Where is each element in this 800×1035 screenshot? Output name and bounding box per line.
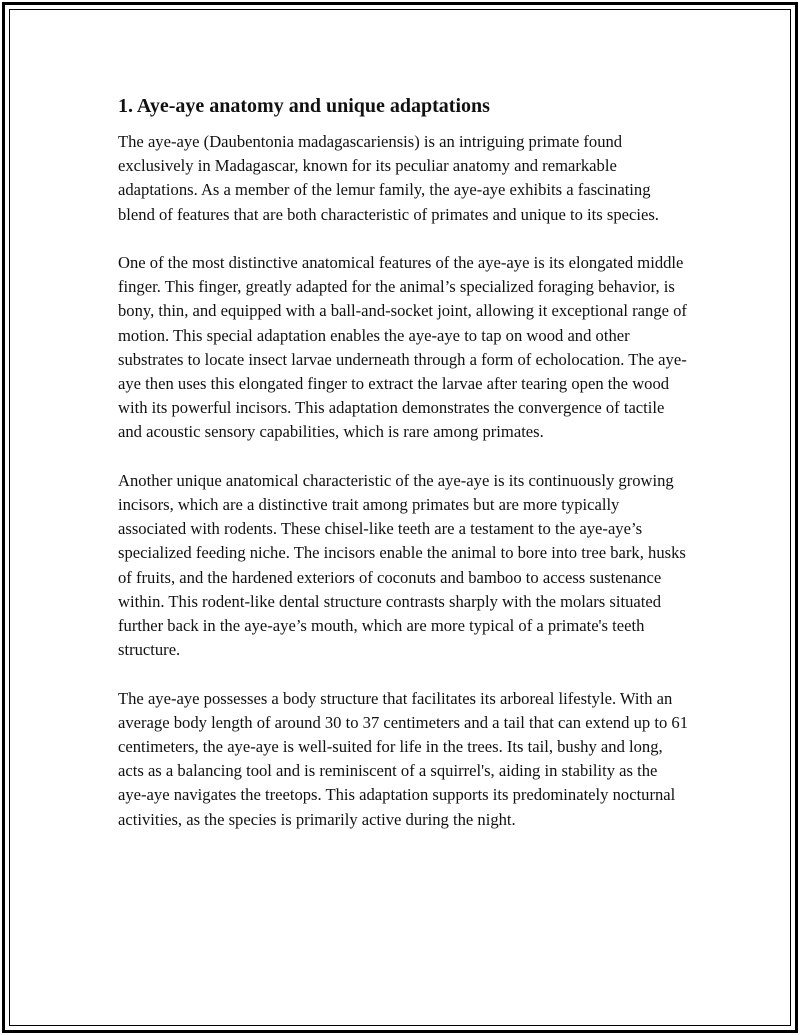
document-body [118,92,688,856]
section-heading: 1. Aye-aye anatomy and unique adaptations [118,95,490,117]
paragraph-intro: The aye-aye (Daubentonia madagascariensis) is an intriguing primate found exclusively in Madagascar, known for its peculiar anatomy and remarkable adaptations. As a member of the lemur family, the aye-aye exhibits a fascinating blend of features that are both characteristic of primates and unique to its species. [118,132,659,224]
paragraph-middle-finger: One of the most distinctive anatomical features of the aye-aye is its elongated middle finger. This finger, greatly adapted for the animal’s specialized foraging behavior, is bony, thin, and equipped with a ball-and-socket joint, allowing it exceptional range of motion. This special adaptation enables the aye-aye to tap on wood and other substrates to locate insect larvae underneath through a form of echolocation. The aye-aye then uses this elongated finger to extract the larvae after tearing open the wood with its powerful incisors. This adaptation demonstrates the convergence of tactile and acoustic sensory capabilities, which is rare among primates. [118,253,687,442]
paragraph-body-structure: The aye-aye possesses a body structure that facilitates its arboreal lifestyle. With an average body length of around 30 to 37 centimeters and a tail that can extend up to 61 centimeters, the aye-aye is well-suited for life in the trees. Its tail, bushy and long, acts as a balancing tool and is reminiscent of a squirrel's, aiding in stability as the aye-aye navigates the treetops. This adaptation supports its predominately nocturnal activities, as the species is primarily active during the night. [118,688,688,829]
paragraph-incisors: Another unique anatomical characteristic of the aye-aye is its continuously growing incisors, which are a distinctive trait among primates but are more typically associated with rodents. These chisel-like teeth are a testament to the aye-aye’s specialized feeding niche. The incisors enable the animal to bore into tree bark, husks of fruits, and the hardened exteriors of coconuts and bamboo to access sustenance within. This rodent-like dental structure contrasts sharply with the molars situated further back in the aye-aye’s mouth, which are more typical of a primate's teeth structure. [118,470,686,660]
